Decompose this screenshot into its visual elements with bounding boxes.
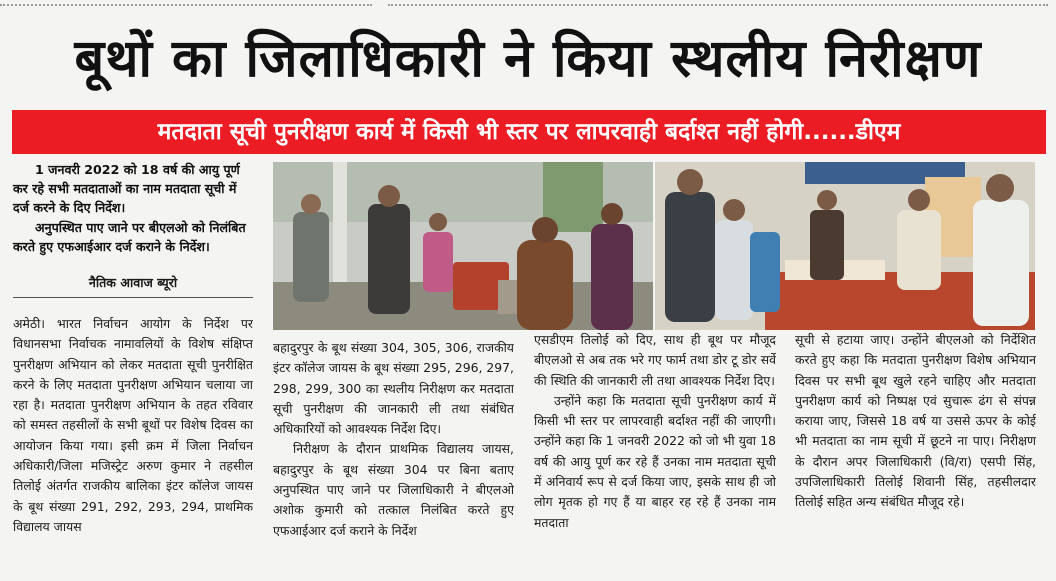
summary-points <box>13 160 253 257</box>
article-column-2 <box>273 338 514 576</box>
photo-inspection-indoor <box>655 162 1035 330</box>
byline: नैतिक आवाज ब्यूरो <box>88 275 178 290</box>
article-paragraph: एसडीएम तिलोई को दिए, साथ ही बूथ पर मौजूद बीएलओ से अब तक भरे गए फार्म तथा डोर टू डोर सर्वे की स्थिति की जानकारी ली तथा आवश्यक निर्देश दिए। <box>534 332 776 388</box>
article-paragraph: बहादुरपुर के बूथ संख्या 304, 305, 306, राजकीय इंटर कॉलेज जायस के बूथ संख्या 295, 296, 297, 298, 299, 300 का स्थलीय निरीक्षण कर मतदाता सूची पुनरीक्षण की जानकारी ली तथा संबंधित अधिकारियों को आवश्यक निर्देश दिए। <box>273 340 514 437</box>
summary-point-2: अनुपस्थित पाए जाने पर बीएलओ को निलंबित करते हुए एफआईआर दर्ज कराने के निर्देश। <box>13 220 246 254</box>
headline: बूथों का जिलाधिकारी ने किया स्थलीय निरीक्षण <box>74 29 982 89</box>
top-rule-right <box>388 4 1048 6</box>
article-paragraph: उन्होंने कहा कि मतदाता सूची पुनरीक्षण कार्य में किसी भी स्तर पर लापरवाही बर्दाश्त नहीं की जाएगी। उन्होंने कहा कि 1 जनवरी 2022 को जो भी युवा 18 वर्ष की आयु पूर्ण कर रहे हैं उनका नाम मतदाता सूची में अनिवार्य रूप से दर्ज किया जाए, इसके साथ ही जो लोग मृतक हो गए हैं या बाहर रह रहे हैं उनका नाम मतदाता <box>534 392 776 530</box>
summary-point-1: 1 जनवरी 2022 को 18 वर्ष की आयु पूर्ण कर रहे सभी मतदाताओं का नाम मतदाता सूची में दर्ज करने के दिए निर्देश। <box>13 162 240 215</box>
top-rule-left <box>0 4 372 6</box>
photo-inspection-outdoor <box>273 162 653 330</box>
article-paragraph: अमेठी। भारत निर्वाचन आयोग के निर्देश पर विधानसभा निर्वाचक नामावलियों के विशेष संक्षिप्त पुनरीक्षण अभियान को लेकर मतदाता सूची पुनरीक्षित करने के लिए मतदाता पुनरीक्षण अभियान चलाया जा रहा है। मतदाता पुनरीक्षण अभियान के तहत रविवार को समस्त तहसीलों के सभी बूथों पर विशेष दिवस का आयोजन किया गया। इसी क्रम में जिला निर्वाचन अधिकारी/जिला मजिस्ट्रेट अरुण कुमार ने तहसील तिलोई अंतर्गत राजकीय बालिका इंटर कॉलेज जायस के बूथ संख्या 291, 292, 293, 294, प्राथमिक विद्यालय जायस <box>13 316 253 534</box>
subheadline-banner: मतदाता सूची पुनरीक्षण कार्य में किसी भी स्तर पर लापरवाही बर्दाश्त नहीं होगी......डीएम <box>12 110 1046 154</box>
article-column-4 <box>795 330 1036 576</box>
article-paragraph: निरीक्षण के दौरान प्राथमिक विद्यालय जायस, बहादुरपुर के बूथ संख्या 304 पर बिना बताए अनुपस्थित पाए जाने पर जिलाधिकारी ने बीएलओ अशोक कुमारी को तत्काल निलंबित करते हुए एफआईआर दर्ज कराने के निर्देश <box>273 441 514 538</box>
article-column-1 <box>13 314 253 576</box>
summary-divider <box>13 297 253 298</box>
article-column-3 <box>534 330 776 576</box>
article-paragraph: सूची से हटाया जाए। उन्होंने बीएलओ को निर्देशित करते हुए कहा कि मतदाता पुनरीक्षण विशेष अभियान दिवस पर सभी बूथ खुले रहने चाहिए और मतदाता पुनरीक्षण कार्य को निष्पक्ष एवं सुचारू ढंग से संपन्न कराया जाए, जिससे 18 वर्ष या उससे ऊपर के कोई भी मतदाता का नाम सूची में छूटने ना पाए। निरीक्षण के दौरान अपर जिलाधिकारी (वि/रा) एसपी सिंह, उपजिलाधिकारी तिलोई शिवानी सिंह, तहसीलदार तिलोई सहित अन्य संबंधित मौजूद रहे। <box>795 332 1036 510</box>
